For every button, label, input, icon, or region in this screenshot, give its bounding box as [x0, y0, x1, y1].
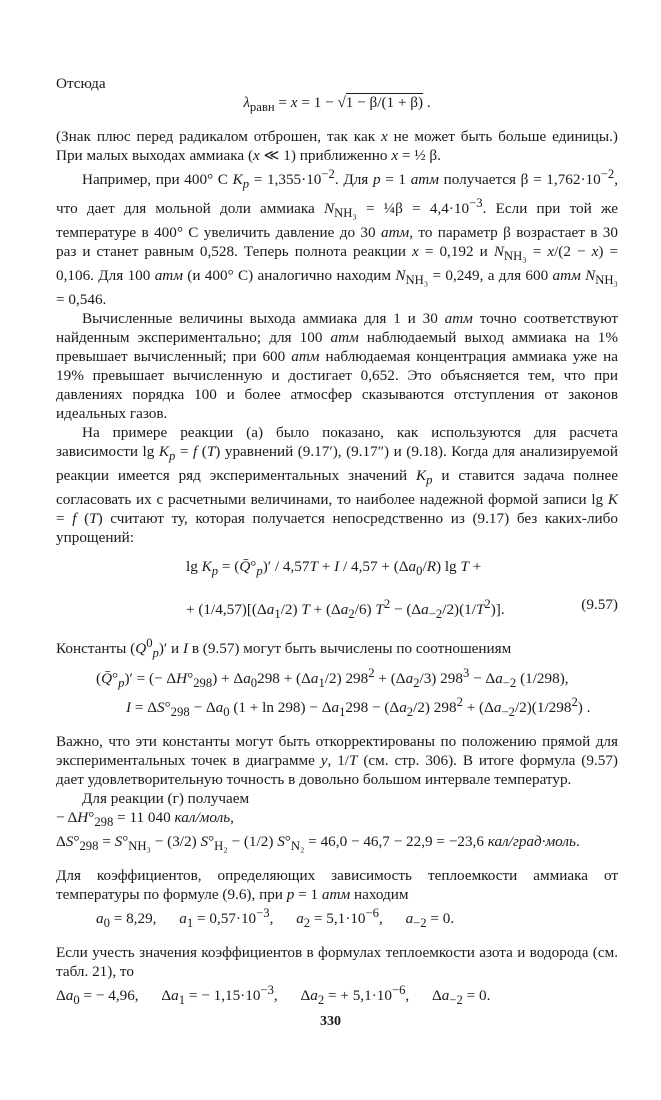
paragraph-coefficients: Для коэффициентов, определяющих зависимость теплоемкости аммиака от температуры по формуле (9.6), при p = 1 атм находим	[56, 866, 618, 903]
equation-lambda: $\lambda_{равн} = x = 1 - √1 - \beta/(1 + \beta)$ .	[243, 94, 431, 115]
equation-i: $I = \Delta S^\circ_{298} - \Delta a_0$ $(1 + \ln 298) - \Delta a_1298 - (\Delta a_2/2) 298^2 + (\Delta a_{-2}/2)(1/298^2)$ .	[126, 694, 591, 719]
paragraph-intro: Отсюда	[56, 75, 106, 92]
paragraph-reaction-g: Для реакции (г) получаем	[82, 789, 250, 807]
equation-enthalpy: − $\Delta H^\circ_{298} = 11$ 040 кал/моль,	[56, 808, 234, 829]
equation-coefficients: $a_0 = 8,29$, $a_1 = 0,57\cdot 10^{-3}$, $a_2 = 5,1\cdot 10^{-6}$, $a_{-2} = 0$.	[96, 905, 455, 930]
equation-delta-coefficients: $\Delta a_0$ = − 4,96, $\Delta a_1$ = − $1,15\cdot 10^{-3}$, $\Delta a_2$ = + $5,1\cdot 10^{-6}$, $\Delta a_{-2} = 0$.	[56, 982, 491, 1007]
paragraph-sign-note: (Знак плюс перед радикалом отброшен, так как x не может быть больше единицы.) При малых выходах аммиака (x ≪ 1) приближенно x = ½ β.	[56, 128, 618, 165]
paragraph-correction: Важно, что эти константы могут быть откорректированы по положению прямой для экспериментальных точек в диаграмме y, 1/T (см. стр. 306). В итоге формула (9.57) дает удовлетворительную точность в довольно большом интервале температур.	[56, 732, 618, 788]
document-page	[56, 74, 618, 1010]
paragraph-yield: Вычисленные величины выхода аммиака для 1 и 30 атм точно соответствуют найденным экспериментально; для 100 атм наблюдаемый выход аммиака на 1% превышает вычисленный; при 600 атм наблюдаемая концентрация аммиака уже на 19% превышает вычисленную и достигает 0,652. Это объясняется тем, что при давлениях порядка 100 и более атмосфер сказываются отступления от законов идеальных газов.	[56, 310, 618, 423]
paragraph-constants: Константы $(Q^0_p)'$ и I в (9.57) могут быть вычислены по соотношениям	[56, 636, 512, 661]
page-number: 330	[320, 1014, 341, 1029]
paragraph-reaction-a: На примере реакции (а) было показано, как используются для расчета зависимости $\lg K_p = f$ (T) уравнений (9.17′), (9.17″) и (9.18). Когда для анализируемой реакции имеется ряд экспериментальных значений $K_p$ и ставится задача полнее согласовать их с расчетными величинами, то наиболее надежной формой записи lg K = f (T) считают ту, которая получается непосредственно из (9.17) без каких-либо упрощений:	[56, 424, 618, 547]
equation-q-prime: $(Q̄^\circ_p)'$ = (− $\Delta H^\circ_{298}) + \Delta a_0298 + (\Delta a_1/2)$ $298^2 + (\Delta a_2/3) 298^3 - \Delta a_{-2}$ (1/298),	[96, 665, 569, 690]
paragraph-example: Например, при 400° С $K_p = 1,355\cdot 10^{-2}$. Для p = 1 атм получается $\beta = 1,762\cdot 10^{-2}$, что дает для мольной доли аммиака $N_{NH_3}$ = ¼β = $4,4\cdot 10^{-3}$. Если при той же температуре в 400° С увеличить давление до 30 атм, то параметр β возрастает в 30 раз и станет равным 0,528. Теперь полнота реакции x = 0,192 и $N_{NH_3} = x/(2 - x) = 0,106$. Для 100 атм (и 400° С) аналогично находим $N_{NH_3} = 0,249$, а для 600 атм $N_{NH_3} = 0,546$.	[56, 167, 619, 309]
paragraph-heat-capacity: Если учесть значения коэффициентов в формулах теплоемкости азота и водорода (см. табл. 21), то	[56, 943, 618, 980]
equation-number: (9.57)	[581, 596, 618, 614]
equation-entropy: $\Delta S^\circ_{298} = S^\circ_{NH_3} - (3/2) S^\circ_{H_2} - (1/2) S^\circ_{N_2} = 46,0 - 46,7 - 22,9 = -23,6$ кал/град·моль.	[56, 832, 580, 853]
equation-9-57: $\lg K_p$ = $(Q̄^\circ_p)' / 4,57T + I / 4,57 + (\Delta a_0/R)$ lg T + + $(1/4,57)[(\Delta a_1/2) T + (\Delta a_2/6) T^2 - (\Delta a_{-2}/2)(1/T^2)]$. (9.57)	[186, 558, 618, 622]
